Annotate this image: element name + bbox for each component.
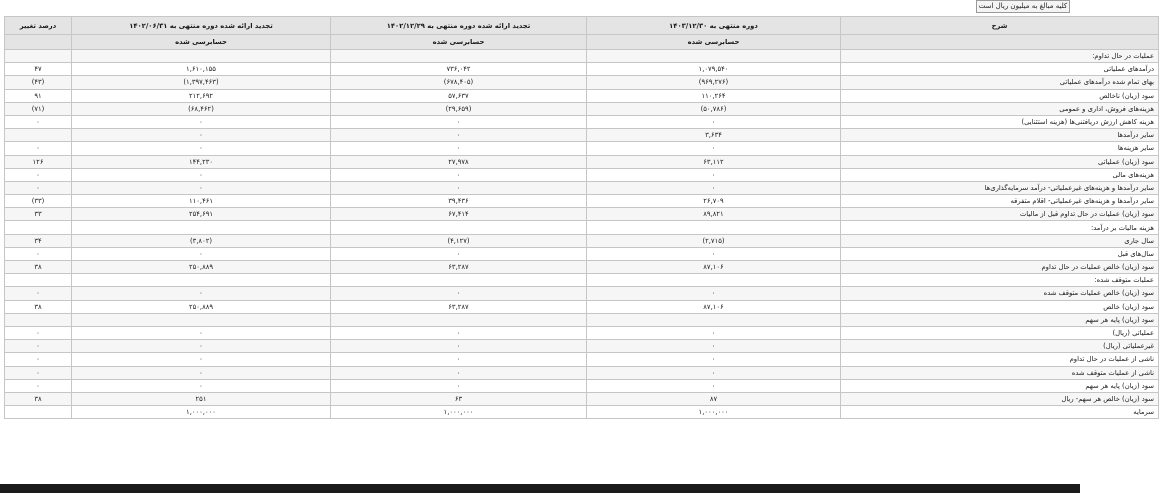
table-row (5, 142, 1159, 155)
value-period-1402-12: ۱,۰۰۰,۰۰۰ (331, 406, 587, 419)
value-period-1403 (587, 221, 841, 234)
value-percent-change: ۰ (5, 379, 72, 392)
header-period-1403: دوره منتهی به ۱۴۰۳/۱۲/۳۰ (587, 17, 841, 35)
value-period-1403: ۰ (587, 181, 841, 194)
value-period-1403: ۰ (587, 366, 841, 379)
table-row (5, 208, 1159, 221)
value-period-1402-12: ۶۳ (331, 392, 587, 405)
table-row (5, 287, 1159, 300)
value-percent-change (5, 129, 72, 142)
value-period-1402-12: ۵۷,۶۳۷ (331, 89, 587, 102)
value-period-1402-12: ۰ (331, 247, 587, 260)
value-period-1403: ۱,۰۷۹,۵۴۰ (587, 63, 841, 76)
value-period-1402-06: ۰ (72, 168, 331, 181)
table-row (5, 261, 1159, 274)
subheader-audited-1: حسابرسی شده (587, 35, 841, 50)
value-period-1402-06: ۲۵۰,۸۸۹ (72, 300, 331, 313)
row-label: سود (زیان) خالص عملیات متوقف شده (841, 287, 1159, 300)
value-period-1402-12: ۰ (331, 366, 587, 379)
value-period-1402-12: ۰ (331, 181, 587, 194)
value-period-1403: ۰ (587, 353, 841, 366)
value-period-1402-06 (72, 221, 331, 234)
value-period-1403: ۰ (587, 142, 841, 155)
value-period-1402-06 (72, 50, 331, 63)
value-period-1403: ۰ (587, 326, 841, 339)
row-label: سرمایه (841, 406, 1159, 419)
value-period-1402-12: ۰ (331, 326, 587, 339)
value-period-1402-06: ۱,۰۰۰,۰۰۰ (72, 406, 331, 419)
value-percent-change (5, 406, 72, 419)
value-period-1402-12: ۰ (331, 142, 587, 155)
table-row (5, 102, 1159, 115)
value-period-1402-12: (۲۹,۶۵۹) (331, 102, 587, 115)
value-period-1403: (۵۰,۷۸۶) (587, 102, 841, 115)
row-label: هزینه کاهش ارزش دریافتنی‌ها (هزینه استثنایی) (841, 115, 1159, 128)
table-row (5, 406, 1159, 419)
table-row (5, 195, 1159, 208)
row-label: سود (زیان) خالص عملیات در حال تداوم (841, 261, 1159, 274)
row-label: هزینه‌های فروش، اداری و عمومی (841, 102, 1159, 115)
value-period-1402-06: ۲۱۲,۶۹۲ (72, 89, 331, 102)
value-percent-change: ۳۴ (5, 234, 72, 247)
income-statement-table (4, 16, 1159, 419)
value-period-1402-12: ۰ (331, 168, 587, 181)
row-label: سود (زیان) پایه هر سهم (841, 313, 1159, 326)
table-row (5, 366, 1159, 379)
subheader-description (841, 35, 1159, 50)
value-period-1403 (587, 313, 841, 326)
value-period-1402-12 (331, 221, 587, 234)
value-percent-change: ۰ (5, 115, 72, 128)
value-percent-change: ۰ (5, 326, 72, 339)
row-label: سال‌های قبل (841, 247, 1159, 260)
value-period-1402-06: ۰ (72, 340, 331, 353)
value-period-1402-12: ۳۹,۴۳۶ (331, 195, 587, 208)
value-percent-change: ۱۲۶ (5, 155, 72, 168)
value-period-1403: ۸۹,۸۲۱ (587, 208, 841, 221)
table-row (5, 63, 1159, 76)
value-period-1402-06: ۰ (72, 326, 331, 339)
header-description: شرح (841, 17, 1159, 35)
value-percent-change: ۰ (5, 142, 72, 155)
value-period-1402-12: (۶۷۸,۴۰۵) (331, 76, 587, 89)
value-period-1402-06 (72, 274, 331, 287)
row-label: سود (زیان) خالص (841, 300, 1159, 313)
table-row (5, 379, 1159, 392)
value-period-1403: ۰ (587, 115, 841, 128)
value-period-1403: ۸۷,۱۰۶ (587, 300, 841, 313)
table-row (5, 326, 1159, 339)
value-period-1403: (۹۶۹,۲۷۶) (587, 76, 841, 89)
row-label: سود (زیان) عملیات در حال تداوم قبل از مالیات (841, 208, 1159, 221)
value-period-1403: ۱,۰۰۰,۰۰۰ (587, 406, 841, 419)
bottom-bar (0, 484, 1080, 493)
table-row (5, 76, 1159, 89)
value-period-1402-06: ۰ (72, 129, 331, 142)
row-label: عملیات در حال تداوم: (841, 50, 1159, 63)
row-label: هزینه‌های مالی (841, 168, 1159, 181)
value-percent-change: ۳۸ (5, 392, 72, 405)
value-period-1402-06: (۱,۳۹۷,۴۶۳) (72, 76, 331, 89)
value-period-1402-06 (72, 313, 331, 326)
value-percent-change: ۴۷ (5, 63, 72, 76)
table-row (5, 234, 1159, 247)
value-percent-change (5, 50, 72, 63)
table-row (5, 392, 1159, 405)
value-period-1402-06: ۲۵۰,۸۸۹ (72, 261, 331, 274)
row-label: سایر درآمدها و هزینه‌های غیرعملیاتی- اقلام متفرقه (841, 195, 1159, 208)
table-row (5, 129, 1159, 142)
value-percent-change: ۰ (5, 340, 72, 353)
value-period-1402-12: ۰ (331, 129, 587, 142)
row-label: ناشی از عملیات متوقف شده (841, 366, 1159, 379)
row-label: سال جاری (841, 234, 1159, 247)
table-row (5, 50, 1159, 63)
value-period-1402-06: (۳,۸۰۲) (72, 234, 331, 247)
value-period-1402-12: ۶۷,۴۱۴ (331, 208, 587, 221)
table-row (5, 340, 1159, 353)
value-period-1403: ۳,۶۳۴ (587, 129, 841, 142)
value-period-1402-06: (۶۸,۴۶۲) (72, 102, 331, 115)
value-period-1403: (۲,۷۱۵) (587, 234, 841, 247)
value-period-1403: ۸۷,۱۰۶ (587, 261, 841, 274)
table-row (5, 168, 1159, 181)
value-period-1402-12: ۰ (331, 340, 587, 353)
value-period-1402-12 (331, 274, 587, 287)
row-label: ناشی از عملیات در حال تداوم (841, 353, 1159, 366)
value-percent-change (5, 221, 72, 234)
table-row (5, 181, 1159, 194)
value-percent-change: (۷۱) (5, 102, 72, 115)
value-percent-change: ۳۳ (5, 208, 72, 221)
value-period-1402-06: ۰ (72, 115, 331, 128)
value-percent-change: ۰ (5, 287, 72, 300)
value-period-1402-06: ۰ (72, 353, 331, 366)
row-label: سایر هزینه‌ها (841, 142, 1159, 155)
value-period-1403: ۰ (587, 379, 841, 392)
row-label: سود (زیان) خالص هر سهم- ریال (841, 392, 1159, 405)
row-label: غیرعملیاتی (ریال) (841, 340, 1159, 353)
row-label: هزینه مالیات بر درآمد: (841, 221, 1159, 234)
subheader-audited-2: حسابرسی شده (331, 35, 587, 50)
value-period-1402-06: ۱,۶۱۰,۱۵۵ (72, 63, 331, 76)
table-row (5, 89, 1159, 102)
value-period-1403: ۰ (587, 247, 841, 260)
value-percent-change: (۴۳) (5, 76, 72, 89)
value-period-1402-12: ۰ (331, 287, 587, 300)
row-label: عملیات متوقف شده: (841, 274, 1159, 287)
value-percent-change: ۰ (5, 168, 72, 181)
value-period-1402-12: ۶۳,۲۸۷ (331, 261, 587, 274)
value-percent-change: ۰ (5, 366, 72, 379)
value-period-1402-12 (331, 50, 587, 63)
table-row (5, 300, 1159, 313)
value-period-1403: ۰ (587, 340, 841, 353)
subheader-percent (5, 35, 72, 50)
value-period-1402-12 (331, 313, 587, 326)
value-percent-change: ۹۱ (5, 89, 72, 102)
header-percent-change: درصد تغییر (5, 17, 72, 35)
value-period-1402-06: ۰ (72, 181, 331, 194)
value-period-1403 (587, 50, 841, 63)
value-period-1402-12: ۰ (331, 115, 587, 128)
value-period-1402-06: ۲۵۴,۶۹۱ (72, 208, 331, 221)
value-percent-change: ۰ (5, 353, 72, 366)
value-period-1402-12: ۲۷,۹۷۸ (331, 155, 587, 168)
value-period-1403: ۱۱۰,۲۶۴ (587, 89, 841, 102)
table-row (5, 155, 1159, 168)
table-row (5, 274, 1159, 287)
value-period-1402-06: ۰ (72, 366, 331, 379)
value-period-1403 (587, 274, 841, 287)
value-period-1403: ۰ (587, 287, 841, 300)
value-period-1402-12: ۰ (331, 353, 587, 366)
value-period-1402-06: ۰ (72, 379, 331, 392)
subheader-audited-3: حسابرسی شده (72, 35, 331, 50)
value-percent-change: ۰ (5, 247, 72, 260)
table-row (5, 247, 1159, 260)
table-row (5, 115, 1159, 128)
value-period-1403: ۲۶,۷۰۹ (587, 195, 841, 208)
value-period-1402-12: ۰ (331, 379, 587, 392)
value-period-1402-06: ۰ (72, 247, 331, 260)
value-percent-change (5, 313, 72, 326)
value-percent-change: ۳۸ (5, 261, 72, 274)
amounts-unit-note: کلیه مبالغ به میلیون ریال است (976, 0, 1070, 13)
value-period-1402-06: ۰ (72, 287, 331, 300)
row-label: عملیاتی (ریال) (841, 326, 1159, 339)
row-label: سود (زیان) پایه هر سهم (841, 379, 1159, 392)
table-row (5, 313, 1159, 326)
row-label: سود (زیان) عملیاتی (841, 155, 1159, 168)
value-percent-change: ۰ (5, 181, 72, 194)
value-period-1402-12: ۷۳۶,۰۴۲ (331, 63, 587, 76)
row-label: سایر درآمدها و هزینه‌های غیرعملیاتی- درآمد سرمایه‌گذاری‌ها (841, 181, 1159, 194)
value-period-1402-06: ۰ (72, 142, 331, 155)
header-period-1402-06: تجدید ارائه شده دوره منتهی به ۱۴۰۲/۰۶/۳۱ (72, 17, 331, 35)
row-label: سایر درآمدها (841, 129, 1159, 142)
value-period-1402-06: ۱۱۰,۴۶۱ (72, 195, 331, 208)
table-row (5, 221, 1159, 234)
value-percent-change (5, 274, 72, 287)
value-period-1403: ۸۷ (587, 392, 841, 405)
value-period-1402-12: ۶۳,۲۸۷ (331, 300, 587, 313)
row-label: بهای تمام شده درآمدهای عملیاتی (841, 76, 1159, 89)
value-period-1402-06: ۲۵۱ (72, 392, 331, 405)
table-row (5, 353, 1159, 366)
value-period-1403: ۰ (587, 168, 841, 181)
value-percent-change: ۳۸ (5, 300, 72, 313)
row-label: درآمدهای عملیاتی (841, 63, 1159, 76)
value-period-1403: ۶۳,۱۱۲ (587, 155, 841, 168)
value-period-1402-06: ۱۴۴,۲۳۰ (72, 155, 331, 168)
row-label: سود (زیان) ناخالص (841, 89, 1159, 102)
header-period-1402-12: تجدید ارائه شده دوره منتهی به ۱۴۰۲/۱۲/۲۹ (331, 17, 587, 35)
value-percent-change: (۳۳) (5, 195, 72, 208)
value-period-1402-12: (۴,۱۲۷) (331, 234, 587, 247)
